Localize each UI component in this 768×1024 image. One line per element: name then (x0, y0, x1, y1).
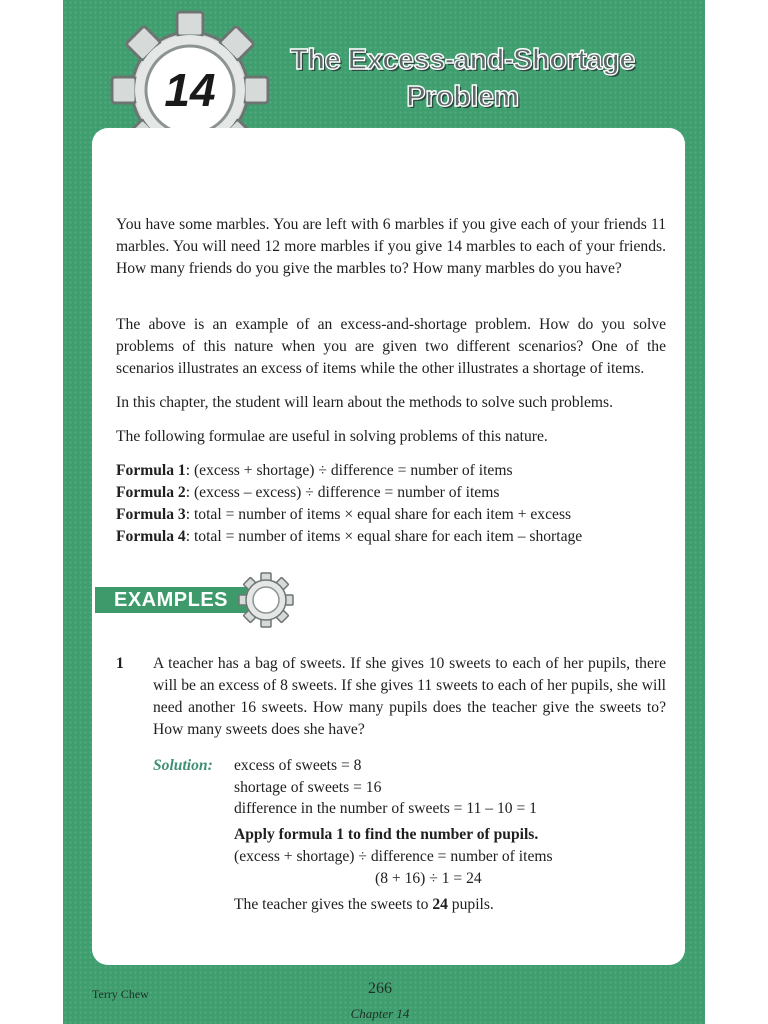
solution-line-2: shortage of sweets = 16 (234, 779, 382, 796)
footer-chapter: Chapter 14 (350, 1006, 410, 1021)
title-line-1: The Excess-and-Shortage (290, 44, 635, 76)
solution-line-3: difference in the number of sweets = 11 – 10 = 1 (234, 800, 537, 817)
chapter-number: 14 (164, 64, 216, 116)
intro-paragraph-1: You have some marbles. You are left with 6 marbles if you give each of your friends 11 marbles. You will need 12 more marbles if you give 14 marbles to each of your friends. How many friends do you give the marbles to? How many marbles do you have? (116, 216, 666, 277)
example-question: A teacher has a bag of sweets. If she gives 10 sweets to each of her pupils, there will be an excess of 8 sweets. If she gives 11 sweets to each of her pupils, she will need another 16 sweets. How many pupils does the teacher give the sweets to? How many sweets does she have? (153, 655, 666, 738)
example-number: 1 (116, 655, 124, 672)
footer-author: Terry Chew (92, 987, 149, 1001)
intro-paragraph-3: In this chapter, the student will learn about the methods to solve such problems. (116, 394, 613, 411)
solution-line-1: excess of sweets = 8 (234, 757, 362, 774)
formula-list (116, 460, 676, 548)
page-number: 266 (368, 980, 392, 997)
intro-paragraph-2: The above is an example of an excess-and-shortage problem. How do you solve problems of this nature when you are given two different scenarios? One of the scenarios illustrates an excess of items while the other illustrates a shortage of items. (116, 316, 666, 377)
solution-calculation: (8 + 16) ÷ 1 = 24 (375, 870, 482, 887)
formula-4: Formula 4: total = number of items × equal share for each item – shortage (116, 528, 583, 545)
formula-3: Formula 3: total = number of items × equal share for each item + excess (116, 506, 572, 523)
chapter-title (265, 42, 660, 116)
examples-heading: EXAMPLES (114, 589, 229, 611)
examples-gear-icon (238, 572, 294, 628)
formula-1: Formula 1: (excess + shortage) ÷ difference = number of items (116, 462, 513, 479)
solution-formula-line: (excess + shortage) ÷ difference = number of items (234, 848, 553, 865)
answer-value: 24 (432, 896, 448, 913)
solution-answer: The teacher gives the sweets to 24 pupils. (234, 896, 494, 913)
title-line-2: Problem (406, 81, 519, 113)
solution-apply-heading: Apply formula 1 to find the number of pupils. (234, 826, 539, 843)
formula-2: Formula 2: (excess – excess) ÷ difference = number of items (116, 484, 500, 501)
intro-paragraph-4: The following formulae are useful in solving problems of this nature. (116, 428, 548, 445)
solution-label: Solution: (153, 757, 213, 774)
